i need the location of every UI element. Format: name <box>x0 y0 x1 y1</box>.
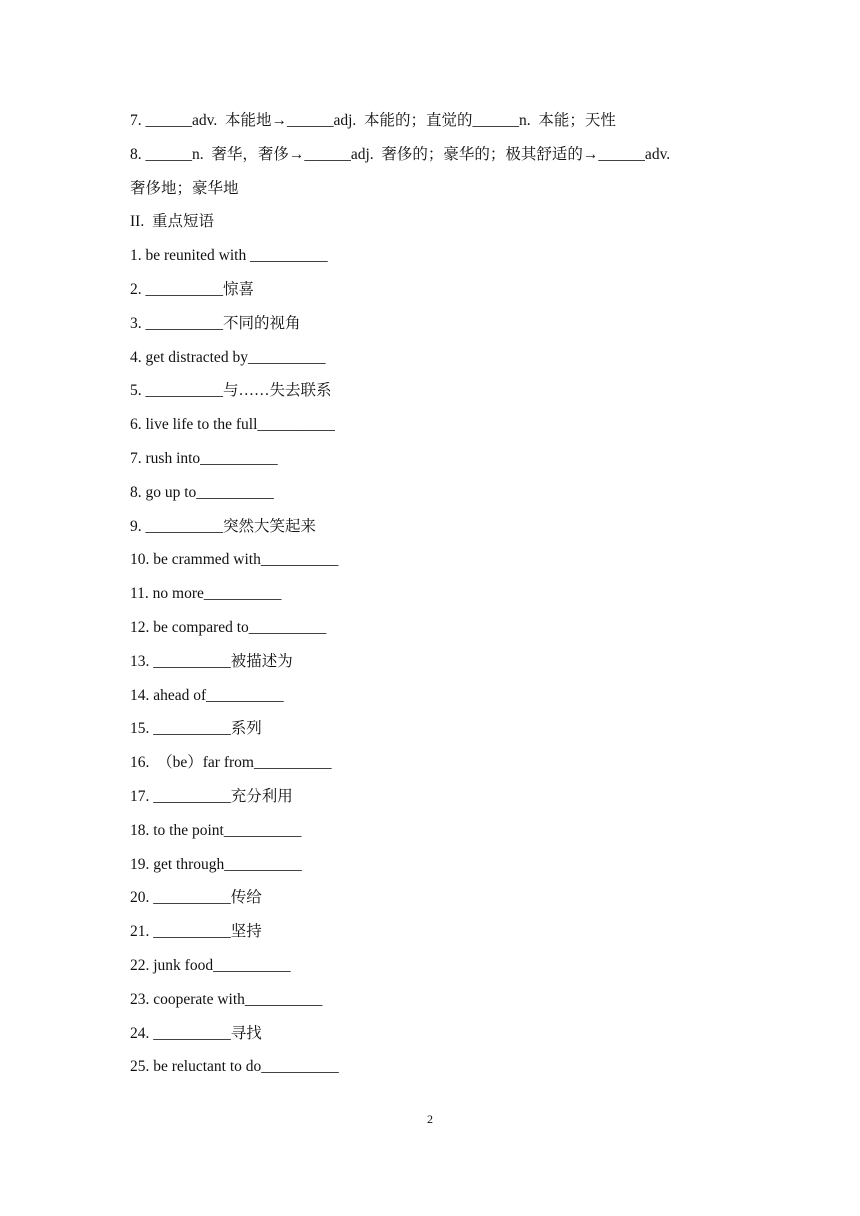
phrase-item: 18. to the point__________ <box>130 821 302 839</box>
phrase-item: 12. be compared to__________ <box>130 618 327 636</box>
phrase-item: 5. __________与……失去联系 <box>130 382 332 400</box>
phrase-item: 24. __________寻找 <box>130 1024 262 1042</box>
phrase-item: 4. get distracted by__________ <box>130 348 326 366</box>
phrase-item: 16. （be）far from__________ <box>130 754 332 772</box>
phrase-item: 23. cooperate with__________ <box>130 990 323 1008</box>
phrase-item: 10. be crammed with__________ <box>130 551 339 569</box>
phrase-item: 1. be reunited with __________ <box>130 247 328 265</box>
worksheet-content <box>130 110 740 1090</box>
phrase-item: 15. __________系列 <box>130 720 262 738</box>
phrase-item: 6. live life to the full__________ <box>130 416 335 434</box>
phrase-item: 13. __________被描述为 <box>130 652 293 670</box>
phrase-item: 2. __________惊喜 <box>130 280 255 298</box>
phrase-item: 14. ahead of__________ <box>130 686 284 704</box>
phrase-item: 21. __________坚持 <box>130 923 262 941</box>
phrase-item: 25. be reluctant to do__________ <box>130 1058 339 1076</box>
phrase-item: 20. __________传给 <box>130 889 262 907</box>
phrase-item: 7. rush into__________ <box>130 449 278 467</box>
phrase-item: 11. no more__________ <box>130 585 282 603</box>
vocab-line-8: 8. ______n. 奢华，奢侈→______adj. 奢侈的；豪华的；极其舒适的→______adv. <box>130 145 671 163</box>
phrase-item: 22. junk food__________ <box>130 956 291 974</box>
phrase-item: 3. __________不同的视角 <box>130 314 301 332</box>
vocab-line-7: 7. ______adv. 本能地→______adj. 本能的；直觉的______n. 本能；天性 <box>130 112 616 129</box>
phrase-item: 17. __________充分利用 <box>130 787 293 805</box>
vocab-line-8-continued: 奢侈地；豪华地 <box>130 179 239 197</box>
page-number: 2 <box>427 1112 433 1126</box>
phrase-item: 9. __________突然大笑起来 <box>130 517 317 535</box>
phrase-item: 19. get through__________ <box>130 855 302 873</box>
phrase-item: 8. go up to__________ <box>130 483 274 501</box>
section-title: II. 重点短语 <box>130 213 214 231</box>
